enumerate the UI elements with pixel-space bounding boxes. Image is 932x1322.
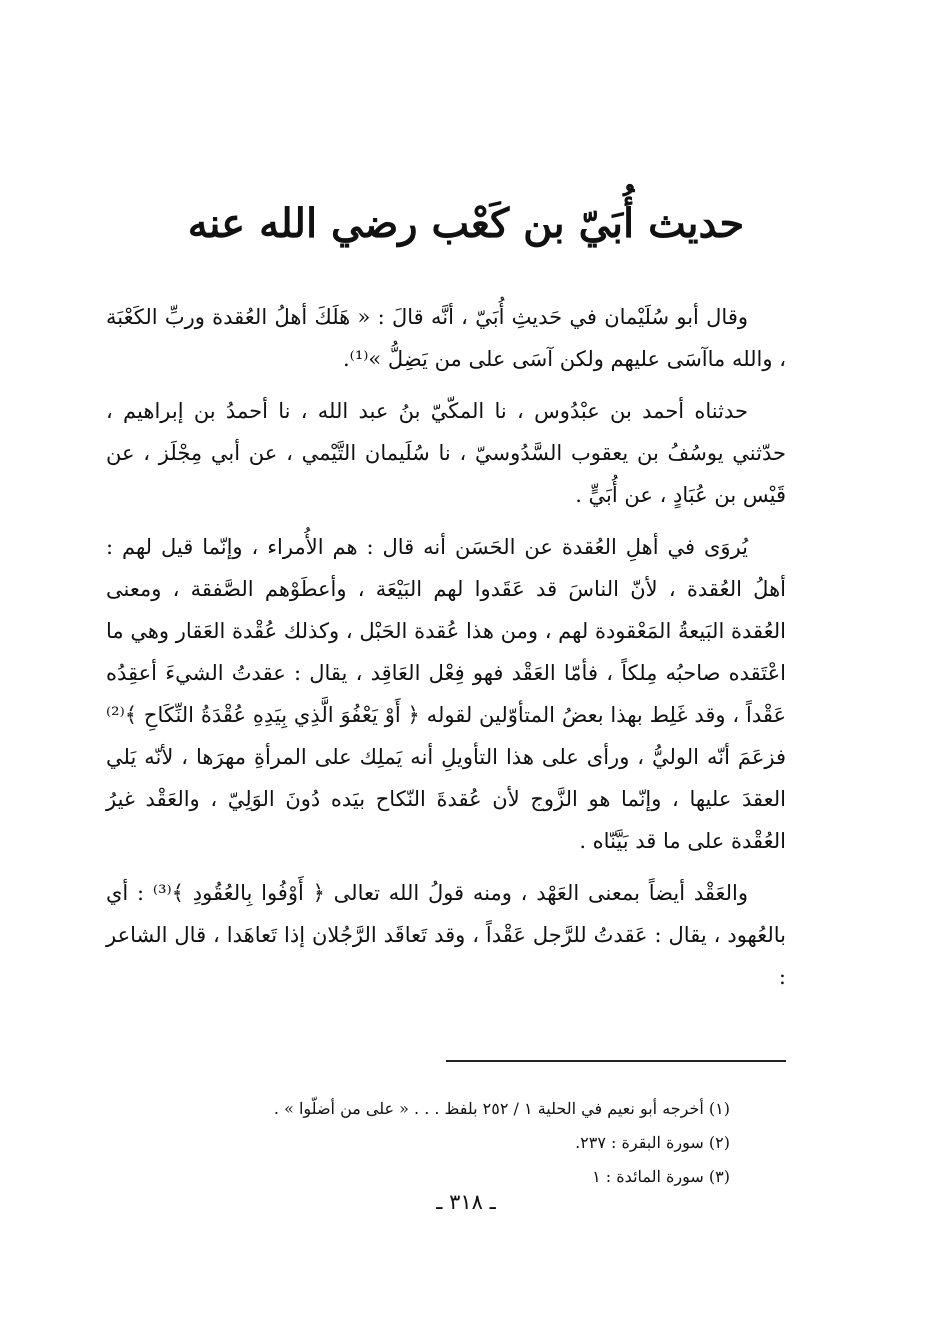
- main-text: [106, 296, 786, 1008]
- footnote-divider: [446, 1060, 786, 1062]
- paragraph-4: والعَقْد أيضاً بمعنى العَهْد ، ومنه قولُ الله تعالى ﴿ أَوْفُوا بِالعُقُودِ ﴾⁽³⁾ : أي بالعُهود ، يقال : عَقدتُ للرَّجل عَقْداً ، وقد تَعاقَد الرَّجُلان إذا تَعاهَدا ، قال الشاعر :: [106, 881, 786, 989]
- footnote-2: (٢) سورة البقرة : ٢٣٧.: [575, 1133, 730, 1152]
- footnote-3: (٣) سورة المائدة : ١: [592, 1167, 730, 1186]
- paragraph-1: وقال أبو سُلَيْمان في حَديثِ أُبَيّ ، أنَّه قالَ : « هَلَكَ أهلُ العُقدة وربِّ الكَعْبَة ، والله ماآسَى عليهم ولكن آسَى على من يَضِلُّ »⁽¹⁾.: [106, 305, 786, 371]
- footnote-1: (١) أخرجه أبو نعيم في الحلية ١ / ٢٥٢ بلفظ . . . « على من أضلّوا » .: [273, 1099, 730, 1118]
- page-title: حديث أُبَيّ بن كَعْب رضي الله عنه: [187, 200, 745, 247]
- paragraph-2: حدثناه أحمد بن عبْدُوس ، نا المكّيّ بنُ عبد الله ، نا أحمدُ بن إبراهيم ، حدّثني يوسُفُ بن يعقوب السَّدُوسيّ ، نا سُلَيمان التَّيْمي ، عن أبي مِجْلَز ، عن قَيْس بن عُبَادٍ ، عن أُبَيٍّ .: [106, 399, 786, 507]
- paragraph-3: يُروَى في أهلِ العُقدة عن الحَسَن أنه قال : هم الأُمراء ، وإنّما قيل لهم : أهلُ العُقدة ، لأنّ الناسَ قد عَقَدوا لهم البَيْعَة ، وأعطَوْهم الصَّفقة ، ومعنى العُقدة البَيعةُ المَعْقودة لهم ، ومن هذا عُقدة الحَبْل ، وكذلك عُقْدة العَقار وهي ما اعْتَقده صاحبُه مِلكاً ، فأمّا العَقْد فهو فِعْل العَاقِد ، يقال : عقدتُ الشيءَ أعقِدُه عَقْداً ، وقد غَلِط بهذا بعضُ المتأوّلين لقوله ﴿ أَوْ يَعْفُوَ الَّذِي بِيَدِهِ عُقْدَةُ النِّكَاحِ ﴾⁽²⁾ فزعَمَ أنّه الوليُّ ، ورأى على هذا التأويلِ أنه يَملِك على المرأةِ مهرَها ، لأنّه يَلي العقدَ عليها ، وإنّما هو الزَّوج لأن عُقدةَ النّكاح بيَده دُونَ الوَلِيّ ، والعَقْد غيرُ العُقْدة على ما قد بَيَّنّاه .: [106, 535, 786, 853]
- page-number: ـ ٣١٨ ـ: [436, 1190, 496, 1214]
- footnotes: [200, 1092, 730, 1194]
